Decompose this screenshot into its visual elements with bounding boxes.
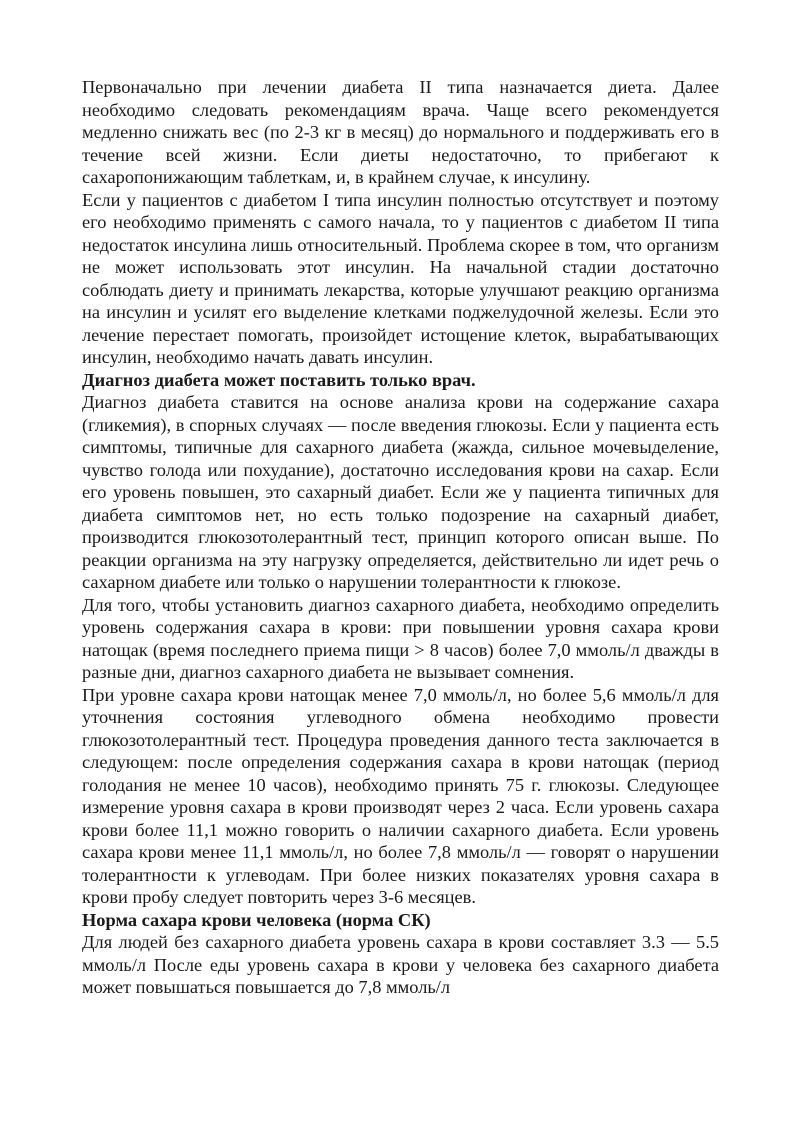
- heading-blood-sugar-norm: Норма сахара крови человека (норма СК): [82, 909, 431, 930]
- paragraph-insulin-deficiency: Если у пациентов с диабетом I типа инсулин полностью отсутствует и поэтому его необходимо применять с самого начала, то у пациентов с диабетом II типа недостаток инсулина лишь относительный. Проблема скорее в том, что организм не может использовать этот инсулин. На начальной стадии достаточно соблюдать диету и принимать лекарства, которые улучшают реакцию организма на инсулин и усилят его выделение клетками поджелудочной железы. Если это лечение перестает помогать, произойдет истощение клеток, вырабатывающих инсулин, необходимо начать давать инсулин.: [82, 189, 719, 367]
- paragraph-glucose-tolerance-test: При уровне сахара крови натощак менее 7,0 ммоль/л, но более 5,6 ммоль/л для уточнения состояния углеводного обмена необходимо провести глюкозотолерантный тест. Процедура проведения данного теста заключается в следующем: после определения содержания сахара в крови натощак (период голодания не менее 10 часов), необходимо принять 75 г. глюкозы. Следующее измерение уровня сахара в крови производят через 2 часа. Если уровень сахара крови более 11,1 можно говорить о наличии сахарного диабета. Если уровень сахара крови менее 11,1 ммоль/л, но более 7,8 ммоль/л — говорят о нарушении толерантности к углеводам. При более низких показателях уровня сахара в крови пробу следует повторить через 3-6 месяцев.: [82, 684, 719, 907]
- heading-diagnosis: Диагноз диабета может поставить только врач.: [82, 369, 476, 390]
- paragraph-normal-levels: Для людей без сахарного диабета уровень сахара в крови составляет 3.3 — 5.5 ммоль/л После еды уровень сахара в крови у человека без сахарного диабета может повышаться повышается до 7,8 ммоль/л: [82, 932, 719, 997]
- paragraph-diagnosis-criteria: Для того, чтобы установить диагноз сахарного диабета, необходимо определить уровень содержания сахара в крови: при повышении уровня сахара крови натощак (время последнего приема пищи > 8 часов) более 7,0 ммоль/л дважды в разные дни, диагноз сахарного диабета не вызывает сомнения.: [82, 594, 719, 682]
- paragraph-diagnosis-method: Диагноз диабета ставится на основе анализа крови на содержание сахара (гликемия), в спорных случаях — после введения глюкозы. Если у пациента есть симптомы, типичные для сахарного диабета (жажда, сильное мочевыделение, чувство голода или похудание), достаточно исследования крови на сахар. Если его уровень повышен, это сахарный диабет. Если же у пациента типичных для диабета симптомов нет, но есть только подозрение на сахарный диабет, производится глюкозотолерантный тест, принцип которого описан выше. По реакции организма на эту нагрузку определяется, действительно ли идет речь о сахарном диабете или только о нарушении толерантности к глюкозе.: [82, 392, 719, 592]
- paragraph-diet-treatment: Первоначально при лечении диабета II типа назначается диета. Далее необходимо следовать рекомендациям врача. Чаще всего рекомендуется медленно снижать вес (по 2-3 кг в месяц) до нормального и поддерживать его в течение всей жизни. Если диеты недостаточно, то прибегают к сахаропонижающим таблеткам, и, в крайнем случае, к инсулину.: [82, 77, 719, 187]
- document-page: [82, 76, 719, 999]
